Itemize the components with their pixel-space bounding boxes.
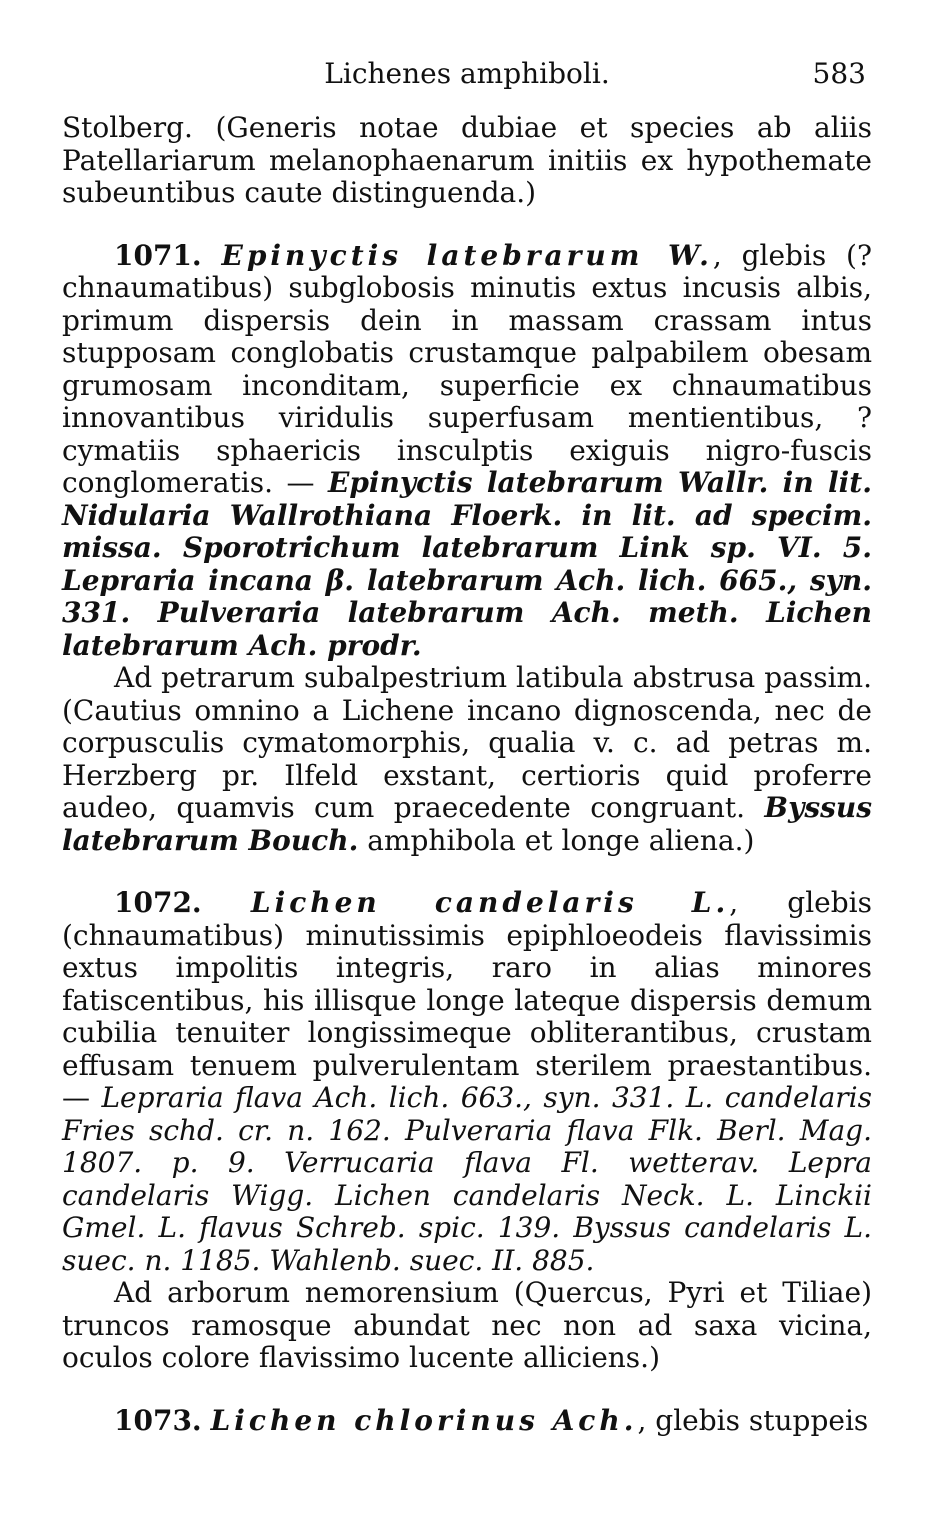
entry-1073 (62, 1405, 872, 1438)
entry-1071 (62, 240, 872, 663)
synonym: L. Linckii Gmel. (62, 1178, 873, 1244)
synonym: Byssus candelaris L. suec. n. 1185. (62, 1211, 872, 1277)
synonym: Lichen latebrarum Ach. prodr. (62, 596, 872, 662)
synonym: Pulveraria latebrarum Ach. meth. (130, 596, 739, 629)
running-title: Lichenes amphiboli. (324, 57, 610, 90)
entry-description: , glebis (?chnaumatibus) subglobosis minutis extus incusis albis, primum dispersis dein in massam crassam intus stupposam conglobatis crustamque palpabilem obesam grumosam inconditam, superficie ex chnaumatibus innovantibus viridulis superfusam mentientibus, ?cymatiis sphaericis insculptis exiguis nigro-fuscis conglomeratis. — (62, 238, 872, 499)
page-number: 583 (812, 57, 866, 90)
habitat-note: Ad petrarum subalpestrium latibula abstrusa passim. (Cautius omnino a Lichene incano dignoscenda, nec de corpusculis cymatomorphis, qualia v. c. ad petras m. Herzberg pr. Ilfeld exstant, certioris quid proferre audeo, quamvis cum praecedente congruant. (62, 661, 872, 824)
entry-1072-note: Ad arborum nemorensium (Quercus, Pyri et Tiliae) truncos ramosque abundat nec non ad saxa vicina, oculos colore flavissimo lucente alliciens.) (62, 1276, 872, 1374)
synonym: Lepraria flava Ach. lich. 663., syn. 331. (101, 1081, 675, 1114)
synonym: Sporotrichum latebrarum Link sp. VI. 5. (161, 531, 872, 564)
entry-1071-note (62, 662, 872, 857)
entry-name: Epinyctis latebrarum W. (221, 238, 713, 272)
note-end: amphibola et longe aliena.) (358, 823, 755, 857)
intro-paragraph: Stolberg. (Generis notae dubiae et species ab aliis Patellariarum melanophaenarum initiis ex hypothemate subeuntibus caute distinguenda.) (62, 111, 872, 209)
page-header (62, 52, 872, 96)
synonym: Verrucaria flava Fl. wetterav. (254, 1146, 760, 1179)
synonym: Lepra candelaris Wigg. (62, 1146, 872, 1212)
synonym: Nidularia Wallrothiana Floerk. in lit. ad specim. missa. (62, 498, 872, 564)
entry-number: 1073. (114, 1403, 202, 1437)
entry-description: , glebis (chnaumatibus) minutissimis epiphloeodeis flavissimis extus impolitis integris, raro in alias minores fatiscentibus, his illisque longe lateque dispersis demum cubilia tenuiter longissimeque obliterantibus, crustam effusam tenuem pulverulentam sterilem praestantibus. — (62, 886, 872, 1114)
entry-name: Lichen candelaris L. (250, 886, 730, 919)
entry-1072 (62, 887, 872, 1277)
synonym: Pulveraria flava Flk. Berl. Mag. 1807. p. 9. (62, 1113, 872, 1179)
synonym: Epinyctis latebrarum Wallr. in lit. (327, 466, 872, 499)
synonym: Byssus latebrarum Bouch. (62, 791, 872, 857)
entry-description: , glebis stuppeis (637, 1403, 869, 1437)
entry-number: 1072. (114, 886, 202, 919)
synonym: L. candelaris Fries schd. cr. n. 162. (62, 1081, 872, 1147)
synonym: L. flavus Schreb. spic. 139. (145, 1211, 561, 1244)
synonym: Wahlenb. suec. II. 885. (260, 1243, 595, 1277)
entry-number: 1071. (114, 238, 202, 272)
synonym: Lepraria incana β. latebrarum Ach. lich. 665., syn. 331. (62, 563, 872, 629)
body-text (62, 112, 872, 1437)
entry-name: Lichen chlorinus Ach. (210, 1403, 638, 1437)
synonym: Lichen candelaris Neck. (313, 1178, 705, 1212)
